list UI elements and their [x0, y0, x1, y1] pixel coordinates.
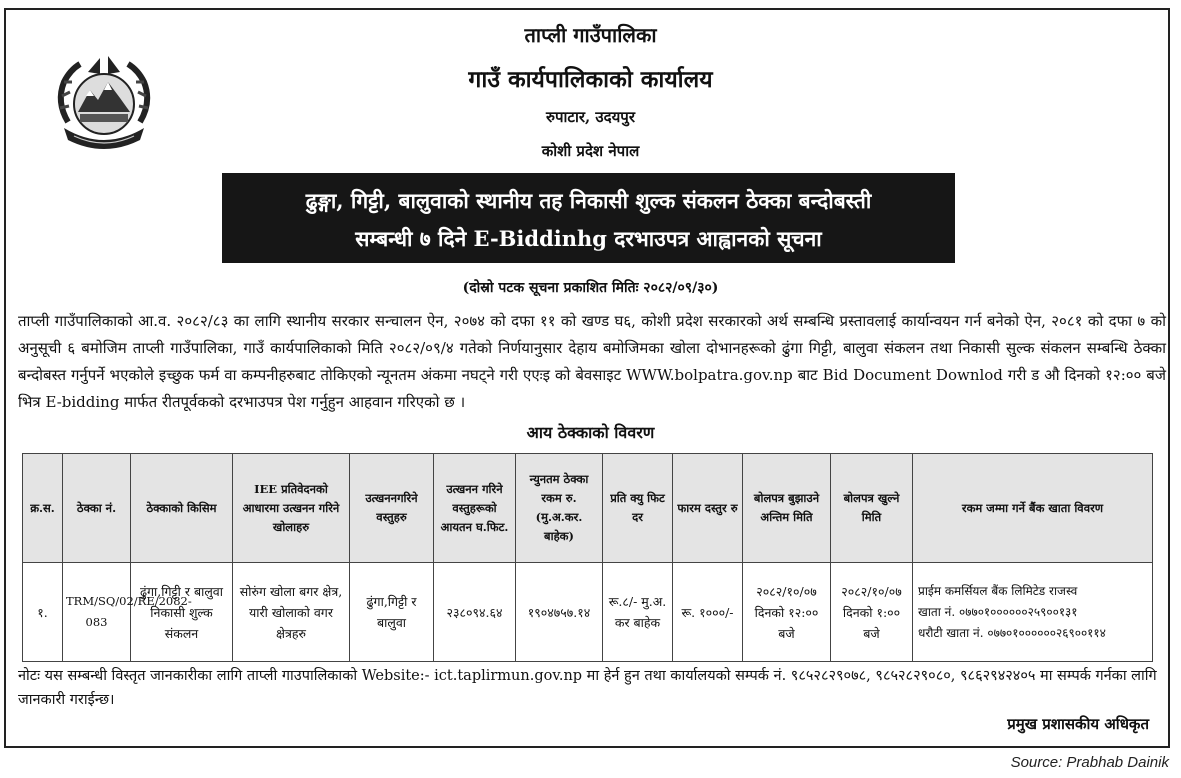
cell-materials: ढुंगा,गिट्टी र बालुवा: [350, 563, 434, 662]
notice-title-box: [222, 173, 955, 263]
header-rate: प्रति क्यु फिट दर: [603, 454, 673, 563]
publication-date: (दोस्रो पटक सूचना प्रकाशित मितिः २०८२/०९/३०): [462, 280, 719, 296]
signatory-title: प्रमुख प्रशासकीय अधिकृत: [1007, 715, 1149, 733]
header-materials: उत्खननगरिने वस्तुहरु: [350, 454, 434, 563]
header-form-fee: फारम दस्तुर रु: [673, 454, 743, 563]
table-row: [23, 563, 1153, 662]
notice-title-line1: ढुङ्गा, गिट्टी, बालुवाको स्थानीय तह निकासी शुल्क संकलन ठेक्का बन्दोबस्ती: [305, 188, 872, 213]
notice-title-line2: सम्बन्धी ७ दिने E-Biddinhg दरभाउपत्र आह्वानको सूचना: [355, 226, 822, 251]
notice-body: ताप्ली गाउँपालिकाको आ.व. २०८२/८३ का लागि स्थानीय सरकार सन्चालन ऐन, २०७४ को दफा ११ को खण्ड घ६, कोशी प्रदेश सरकारको अर्थ सम्बन्धि प्रस्तावलाई कार्यान्वयन गर्न बनेको ऐन, २०८१ को दफा ७ को अनुसूची ६ बमोजिम ताप्ली गाउँपालिका, गाउँ कार्यपालिकाको मिति २०८२/०९/४ गतेको निर्णयानुसार देहाय बमोजिमका खोला दोभानहरूको ढुंगा गिट्टी, बालुवा संकलन तथा निकासी सुल्क संकलन सम्बन्धि ठेक्का बन्दोबस्त गर्नुपर्ने भएकोले इच्छुक फर्म वा कम्पनीहरुबाट तोकिएको न्यूनतम अंकमा नघट्ने गरी एएःइ को बेवसाइट WWW.bolpatra.gov.np बाट Bid Document Downlod गरी ड औ दिनको १२:०० बजे भित्र E-bidding मार्फत रीतपूर्वकको दरभाउपत्र पेश गर्नुहुन आहवान गरिएको छ ।: [18, 312, 1166, 411]
cell-contract-type: ढुंगा,गिट्टी र बालुवा निकासी शुल्क संकलन: [131, 563, 233, 662]
header-rivers: IEE प्रतिवेदनको आधारमा उत्खनन गरिने खोलाहरु: [233, 454, 350, 563]
header-submit-deadline: बोलपत्र बुझाउने अन्तिम मिति: [743, 454, 831, 563]
contract-table: [22, 453, 1153, 662]
deposit-account-line: धरौटी खाता नं. ०७७०१००००००२६९००११४: [918, 625, 1106, 640]
header-volume: उत्खनन गरिने वस्तुहरूको आयतन घ.फिट.: [434, 454, 516, 563]
province-name: कोशी प्रदेश नेपाल: [541, 142, 640, 160]
cell-sn: १.: [23, 563, 63, 662]
municipality-name: ताप्ली गाउँपालिका: [524, 23, 657, 47]
cell-bank-details: [913, 563, 1153, 662]
cell-submit-deadline: २०८२/१०/०७ दिनको १२:०० बजे: [743, 563, 831, 662]
header-bank-details: रकम जम्मा गर्ने बैंक खाता विवरण: [913, 454, 1153, 563]
header-contract-type: ठेक्काको किसिम: [131, 454, 233, 563]
contact-note: नोटः यस सम्बन्धी विस्तृत जानकारीका लागि ताप्ली गाउपालिकाको Website:- ict.taplirmun.gov.np मा हेर्न हुन तथा कार्यालयको सम्पर्क नं. ९८५२८२९०७८, ९८५२८२९०८०, ९८६२९४२४०५ मा सम्पर्क गर्नका लागि जानकारी गराईन्छ।: [18, 668, 1157, 708]
header-contract-no: ठेक्का नं.: [63, 454, 131, 563]
revenue-account-line: खाता नं. ०७७०१००००००२५९००१३१: [918, 604, 1078, 619]
header-opening-date: बोलपत्र खुल्ने मिति: [831, 454, 913, 563]
cell-rivers: सोरुंग खोला बगर क्षेत्र, यारी खोलाको वगर क्षेत्रहरु: [233, 563, 350, 662]
bank-name-line: प्राईम कमर्सियल बैंक लिमिटेड राजस्व: [918, 583, 1078, 598]
cell-rate: रू.८/- मु.अ. कर बाहेक: [603, 563, 673, 662]
table-title: आय ठेक्काको विवरण: [526, 423, 655, 442]
header-sn: क्र.स.: [23, 454, 63, 563]
office-name: गाउँ कार्यपालिकाको कार्यालय: [468, 66, 713, 93]
header-min-amount: न्युनतम ठेक्का रकम रु. (मु.अ.कर. बाहेक): [516, 454, 603, 563]
table-header-row: [23, 454, 1153, 563]
cell-volume: २३८०९४.६४: [434, 563, 516, 662]
cell-opening-date: २०८२/१०/०७ दिनको १:०० बजे: [831, 563, 913, 662]
cell-min-amount: १९०४७५७.१४: [516, 563, 603, 662]
source-credit: Source: Prabhab Dainik: [1010, 754, 1169, 771]
cell-form-fee: रू. १०००/-: [673, 563, 743, 662]
office-location: रुपाटार, उदयपुर: [546, 108, 635, 126]
cell-contract-no: TRM/SQ/02/RE/2082-083: [63, 563, 131, 662]
